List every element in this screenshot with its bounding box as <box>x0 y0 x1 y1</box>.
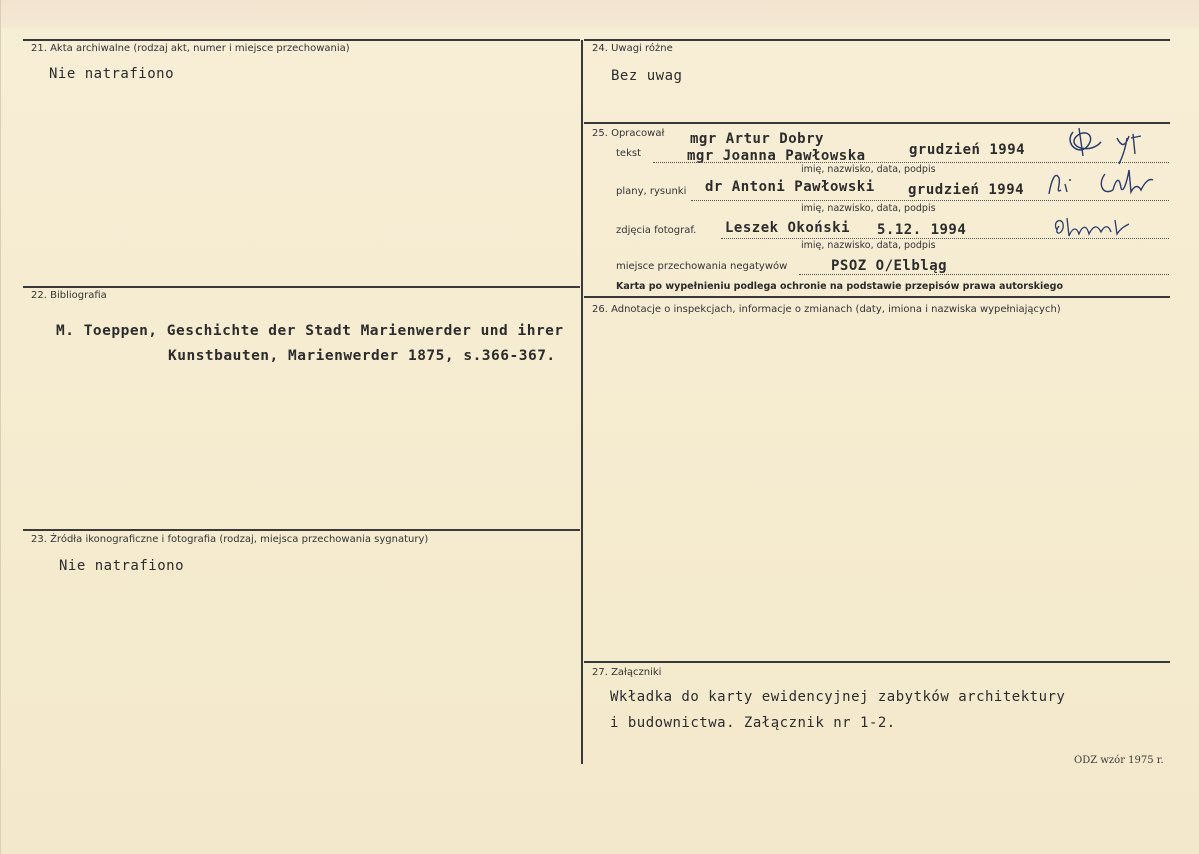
tekst-caption: imię, nazwisko, data, podpis <box>801 164 936 175</box>
section-24-label: 24. Uwagi różne <box>592 43 673 54</box>
section-25-label: 25. Opracował <box>592 128 665 139</box>
form-footer-mark: ODZ wzór 1975 r. <box>1074 755 1164 766</box>
plany-caption: imię, nazwisko, data, podpis <box>801 203 936 214</box>
top-rule-right <box>584 39 1170 41</box>
section-26-label: 26. Adnotacje o inspekcjach, informacje o zmianach (daty, imiona i nazwiska wypełniających) <box>592 304 1061 315</box>
signature-tekst <box>1061 124 1171 168</box>
zdjecia-label: zdjęcia fotograf. <box>616 225 697 236</box>
plany-author: dr Antoni Pawłowski <box>705 179 875 195</box>
attachments-line-1: Wkładka do karty ewidencyjnej zabytków architektury <box>610 689 1066 705</box>
plany-date: grudzień 1994 <box>908 182 1025 198</box>
tekst-date: grudzień 1994 <box>909 142 1026 158</box>
rule-27 <box>584 661 1170 663</box>
negatywy-label: miejsce przechowania negatywów <box>616 261 788 272</box>
center-divider <box>581 40 583 764</box>
section-23-value: Nie natrafiono <box>59 558 185 574</box>
zdjecia-caption: imię, nazwisko, data, podpis <box>801 240 936 251</box>
section-21-value: Nie natrafiono <box>49 66 175 82</box>
tekst-label: tekst <box>616 148 641 159</box>
bibliography-line-1: M. Toeppen, Geschichte der Stadt Marienwerder und ihrer <box>56 323 564 339</box>
rule-26 <box>584 296 1170 298</box>
signature-plany <box>1041 164 1171 204</box>
tekst-author-2: mgr Joanna Pawłowska <box>687 148 866 164</box>
card-top-edge <box>1 0 1199 28</box>
section-21-label: 21. Akta archiwalne (rodzaj akt, numer i miejsce przechowania) <box>31 43 350 54</box>
negatywy-value: PSOZ O/Elbląg <box>831 258 948 274</box>
bibliography-line-2: Kunstbauten, Marienwerder 1875, s.366-367. <box>168 348 556 364</box>
section-22-label: 22. Bibliografia <box>31 290 107 301</box>
section-27-label: 27. Załączniki <box>592 667 662 678</box>
section-23-label: 23. Źródła ikonograficzne i fotografia (rodzaj, miejsca przechowania sygnatury) <box>31 534 429 545</box>
attachments-line-2: i budownictwa. Załącznik nr 1-2. <box>610 715 896 731</box>
copyright-notice: Karta po wypełnieniu podlega ochronie na podstawie przepisów prawa autorskiego <box>616 281 1063 292</box>
rule-23 <box>23 529 580 531</box>
top-rule-left <box>23 39 580 41</box>
plany-label: plany, rysunki <box>616 186 687 197</box>
negatywy-dotted-line <box>799 274 1169 275</box>
zdjecia-date: 5.12. 1994 <box>877 222 967 238</box>
signature-zdjecia <box>1047 212 1137 242</box>
zdjecia-author: Leszek Okoński <box>725 220 851 236</box>
tekst-author-1: mgr Artur Dobry <box>690 131 824 147</box>
section-24-value: Bez uwag <box>611 68 683 84</box>
rule-22 <box>23 286 580 288</box>
